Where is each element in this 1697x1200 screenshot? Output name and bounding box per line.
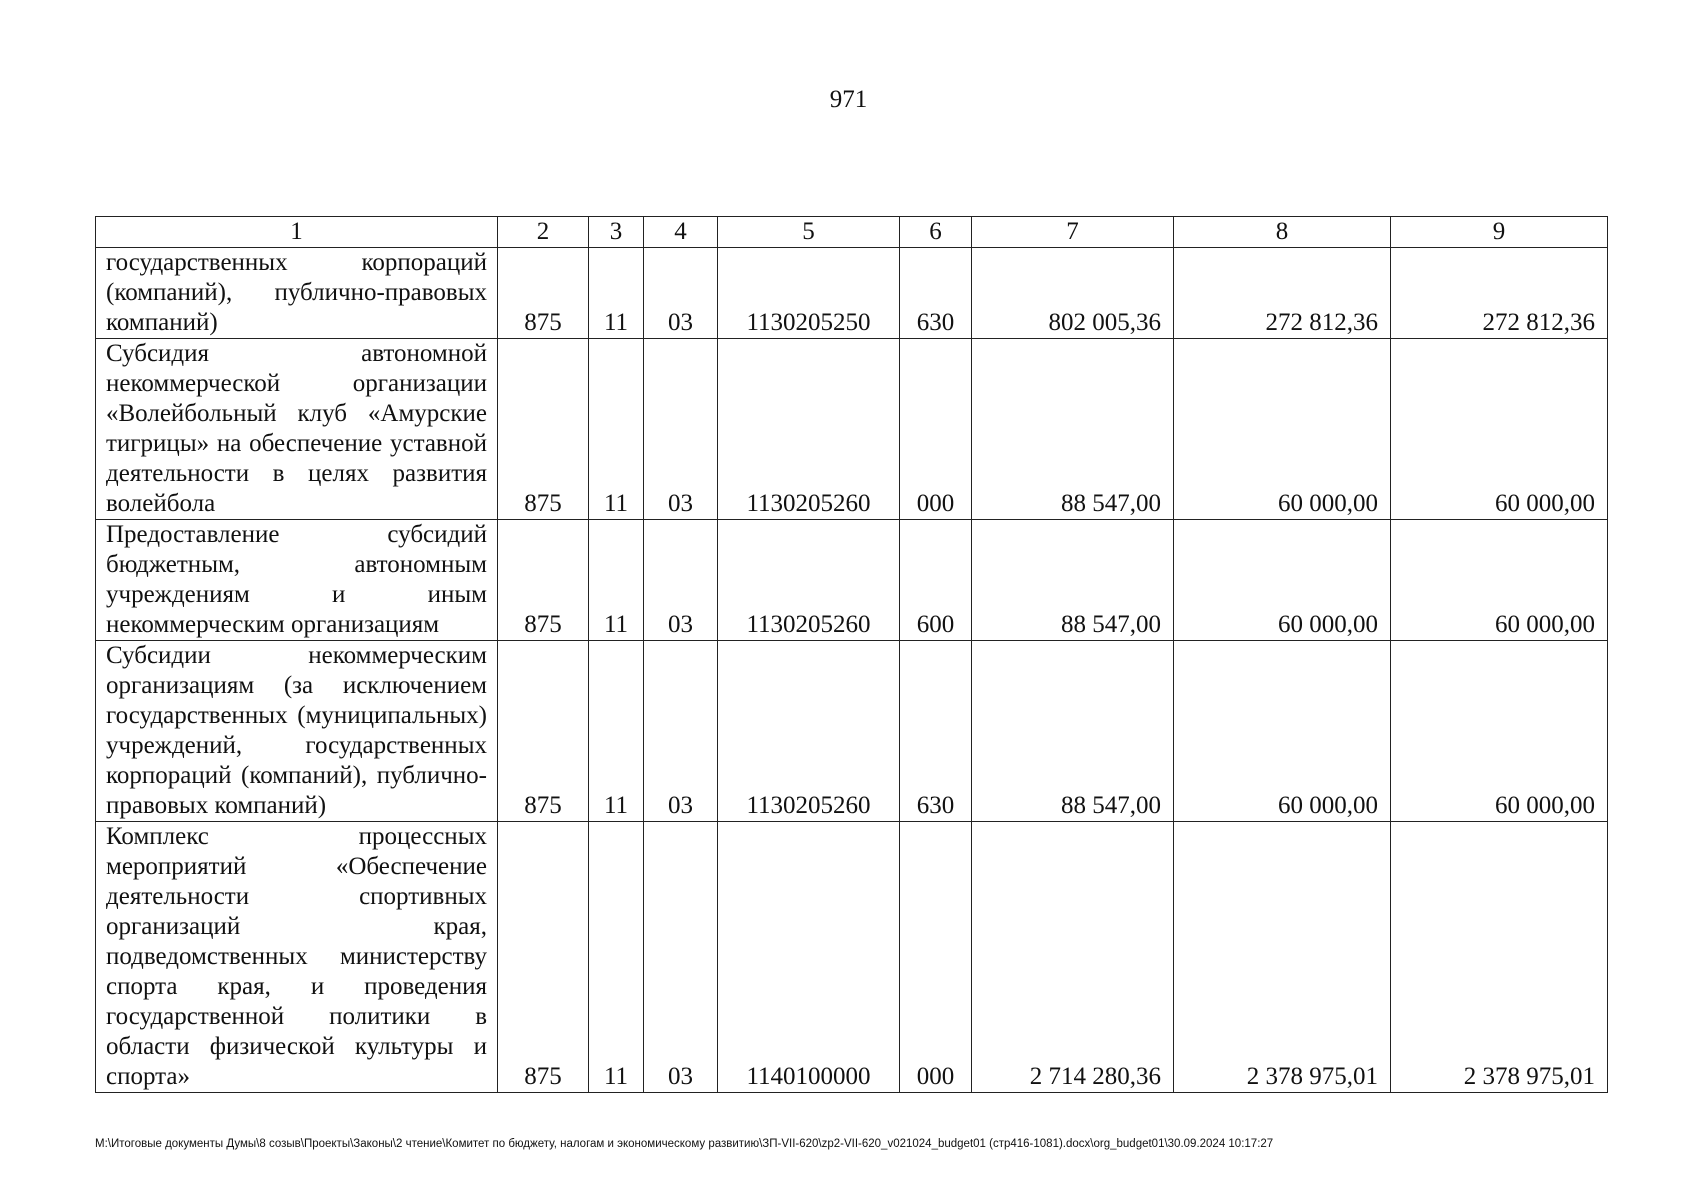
cell-expense-type: 630 [900,248,972,339]
cell-ministry-code: 875 [498,248,589,339]
cell-section: 11 [589,822,644,1093]
cell-amount-7: 88 547,00 [972,641,1174,822]
cell-amount-7: 88 547,00 [972,339,1174,520]
column-header-1: 1 [96,217,498,248]
cell-subsection: 03 [644,248,718,339]
page-number: 971 [829,86,868,113]
row-name: Комплекс процессных мероприятий «Обеспечение деятельности спортивных организаций края, подведомственных министерству спорта края, и проведения государственной политики в области физической культуры и спорта» [96,822,498,1093]
table-row [96,520,1608,641]
cell-target-article: 1130205250 [718,248,900,339]
document-file-path: M:\Итоговые документы Думы\8 созыв\Проекты\Законы\2 чтение\Комитет по бюджету, налогам и экономическому развитию\ЗП-VII-620\zp2-VII-620_v021024_budget01 (стр416-1081).docx\org_budget01\30.09.2024 10:17:27 [95,1138,1274,1150]
cell-section: 11 [589,641,644,822]
cell-subsection: 03 [644,339,718,520]
header-row [96,217,1608,248]
row-name: Субсидия автономной некоммерческой организации «Волейбольный клуб «Амурские тигрицы» на обеспечение уставной деятельности в целях развития волейбола [96,339,498,520]
cell-amount-8: 272 812,36 [1174,248,1391,339]
column-header-2: 2 [498,217,589,248]
row-name: государственных корпораций (компаний), публично-правовых компаний) [96,248,498,339]
cell-amount-8: 60 000,00 [1174,339,1391,520]
cell-amount-7: 88 547,00 [972,520,1174,641]
cell-target-article: 1130205260 [718,641,900,822]
column-header-9: 9 [1391,217,1608,248]
cell-amount-7: 802 005,36 [972,248,1174,339]
cell-amount-7: 2 714 280,36 [972,822,1174,1093]
cell-target-article: 1140100000 [718,822,900,1093]
row-name: Субсидии некоммерческим организациям (за исключением государственных (муниципальных) учреждений, государственных корпораций (компаний), публично-правовых компаний) [96,641,498,822]
column-header-6: 6 [900,217,972,248]
cell-amount-9: 2 378 975,01 [1391,822,1608,1093]
cell-section: 11 [589,520,644,641]
cell-target-article: 1130205260 [718,339,900,520]
budget-table [95,216,1608,1093]
column-header-7: 7 [972,217,1174,248]
column-header-3: 3 [589,217,644,248]
cell-amount-9: 60 000,00 [1391,339,1608,520]
cell-amount-9: 272 812,36 [1391,248,1608,339]
cell-target-article: 1130205260 [718,520,900,641]
column-header-8: 8 [1174,217,1391,248]
cell-section: 11 [589,248,644,339]
cell-amount-8: 60 000,00 [1174,520,1391,641]
cell-subsection: 03 [644,641,718,822]
column-header-4: 4 [644,217,718,248]
cell-subsection: 03 [644,520,718,641]
cell-amount-9: 60 000,00 [1391,520,1608,641]
cell-subsection: 03 [644,822,718,1093]
cell-amount-8: 60 000,00 [1174,641,1391,822]
table-row [96,248,1608,339]
cell-ministry-code: 875 [498,520,589,641]
cell-amount-8: 2 378 975,01 [1174,822,1391,1093]
cell-ministry-code: 875 [498,822,589,1093]
cell-section: 11 [589,339,644,520]
cell-ministry-code: 875 [498,339,589,520]
cell-ministry-code: 875 [498,641,589,822]
table-row [96,339,1608,520]
cell-expense-type: 000 [900,339,972,520]
cell-amount-9: 60 000,00 [1391,641,1608,822]
table-row [96,641,1608,822]
column-header-5: 5 [718,217,900,248]
table-row [96,822,1608,1093]
cell-expense-type: 630 [900,641,972,822]
cell-expense-type: 000 [900,822,972,1093]
cell-expense-type: 600 [900,520,972,641]
row-name: Предоставление субсидий бюджетным, автономным учреждениям и иным некоммерческим организациям [96,520,498,641]
